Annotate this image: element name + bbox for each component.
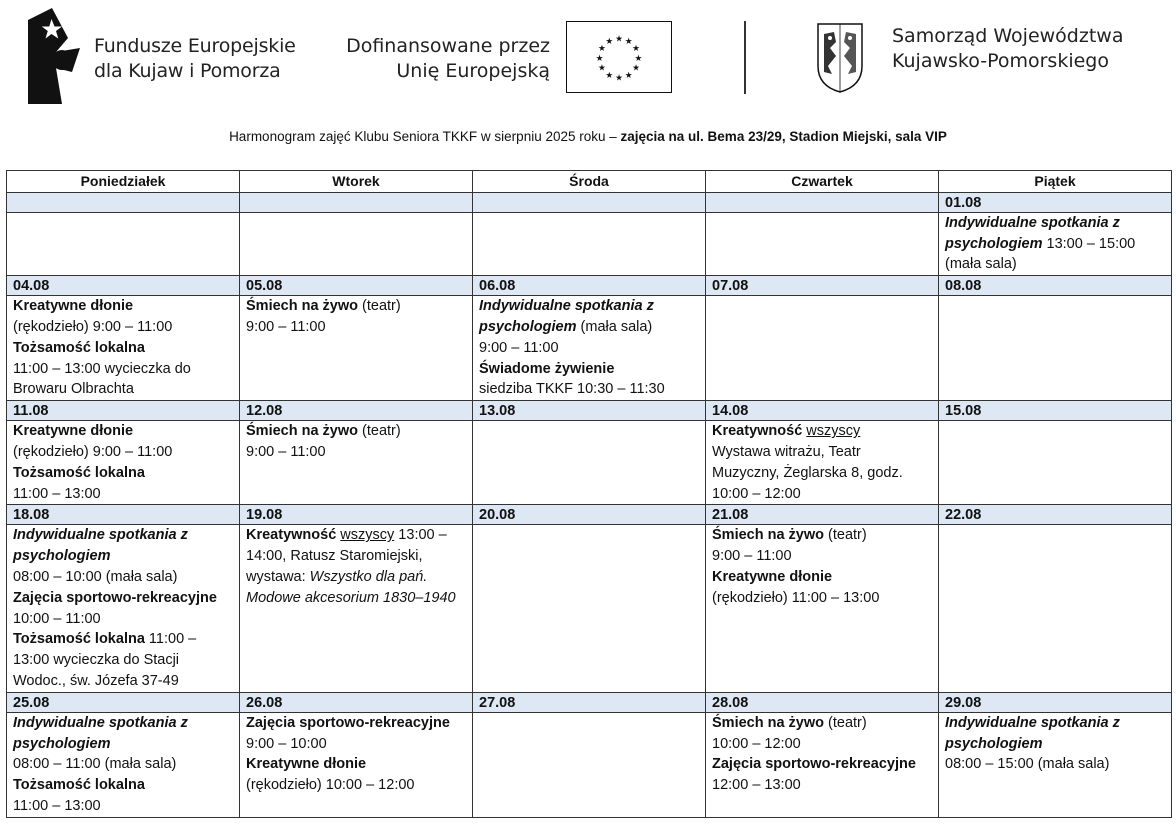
activity-tozsamosc: Tożsamość lokalna <box>13 631 145 648</box>
activity-row <box>7 525 1172 692</box>
activity-cell <box>7 525 240 692</box>
sw-line1: Samorząd Województwa <box>892 25 1124 47</box>
activity-time: 10:00 – 12:00 <box>712 735 801 752</box>
activity-cell <box>7 421 240 505</box>
activity-smiech: Śmiech na żywo <box>246 423 359 440</box>
activity-tozsamosc: Tożsamość lokalna <box>13 464 145 481</box>
activity-time: 08:00 – 11:00 (mała sala) <box>13 756 177 773</box>
svg-text:★: ★ <box>605 70 614 81</box>
activity-note: (rękodzieło) <box>712 589 788 606</box>
fe-line1: Fundusze Europejskie <box>94 35 296 57</box>
eu-line1: Dofinansowane przez <box>346 35 550 57</box>
activity-note: (rękodzieło) <box>13 318 89 335</box>
eu-line2: Unię Europejską <box>396 60 550 82</box>
activity-cell <box>939 296 1172 401</box>
activity-kreatywnosc: Kreatywność <box>246 527 337 544</box>
fundusze-europejskie-text <box>94 34 296 84</box>
activity-time: 11:00 – 13:00 <box>13 485 101 502</box>
activity-time: 12:00 – 13:00 <box>712 777 801 794</box>
activity-time: 10:00 – 11:00 <box>13 610 101 627</box>
activity-cell <box>473 525 706 692</box>
fundusze-europejskie-logo <box>28 8 80 104</box>
activity-psych: Indywidualne spotkania z psychologiem <box>945 214 1120 252</box>
activity-note: (rękodzieło) <box>13 443 89 460</box>
date-row <box>7 192 1172 212</box>
day-header-row <box>7 171 1172 193</box>
activity-row <box>7 421 1172 505</box>
activity-smiech: Śmiech na żywo <box>246 298 359 315</box>
activity-time: 11:00 – 13:00 wycieczka do Browaru Olbrachta <box>13 360 191 398</box>
date-cell: 29.08 <box>939 692 1172 712</box>
date-cell: 01.08 <box>939 192 1172 212</box>
activity-kreatywnosc: Kreatywność <box>712 423 803 440</box>
activity-time: 13:00 – 15:00 <box>1042 235 1136 252</box>
eu-funding-text <box>344 34 550 84</box>
activity-sport: Zajęcia sportowo-rekreacyjne <box>13 589 217 606</box>
svg-text:★: ★ <box>624 36 633 47</box>
activity-row <box>7 296 1172 401</box>
activity-sport: Zajęcia sportowo-rekreacyjne <box>246 714 450 731</box>
activity-cell <box>473 712 706 817</box>
date-cell <box>473 192 706 212</box>
activity-desc: Wystawa witrażu, Teatr Muzyczny, Żeglarska 8, godz. 10:00 – 12:00 <box>712 443 903 502</box>
date-cell: 15.08 <box>939 401 1172 421</box>
activity-cell <box>706 525 939 692</box>
activity-cell <box>7 296 240 401</box>
svg-text:★: ★ <box>605 36 614 47</box>
activity-desc: 13:00 – 14:00, Ratusz Staromiejski, wystawa: <box>246 527 447 585</box>
activity-tozsamosc: Tożsamość lokalna <box>13 777 145 794</box>
activity-cell <box>473 296 706 401</box>
activity-kreatywne-dlonie: Kreatywne dłonie <box>13 298 134 315</box>
activity-note: (rękodzieło) <box>246 777 322 794</box>
fe-line2: dla Kujaw i Pomorza <box>94 60 281 82</box>
svg-text:★: ★ <box>615 34 623 45</box>
svg-text:★: ★ <box>615 73 623 84</box>
activity-swiadome-zywienie: Świadome żywienie <box>479 360 615 377</box>
day-header: Piątek <box>939 171 1172 193</box>
samorzad-text <box>892 24 1123 74</box>
activity-cell <box>939 712 1172 817</box>
date-row <box>7 692 1172 712</box>
activity-psych: Indywidualne spotkania z psychologiem <box>13 527 188 565</box>
date-cell: 13.08 <box>473 401 706 421</box>
svg-text:★: ★ <box>632 63 640 74</box>
activity-time: siedziba TKKF 10:30 – 11:30 <box>479 381 665 398</box>
header-divider <box>744 21 746 94</box>
eu-flag-icon <box>566 21 672 93</box>
activity-psych: Indywidualne spotkania z psychologiem <box>13 714 188 752</box>
schedule-table <box>6 170 1172 818</box>
activity-cell <box>939 421 1172 505</box>
svg-text:★: ★ <box>624 70 633 81</box>
activity-cell <box>473 421 706 505</box>
activity-psych: Indywidualne spotkania z psychologiem <box>945 714 1120 752</box>
date-row <box>7 401 1172 421</box>
activity-cell <box>240 212 473 275</box>
date-cell: 04.08 <box>7 276 240 296</box>
activity-note: (teatr) <box>828 714 867 731</box>
date-cell: 06.08 <box>473 276 706 296</box>
activity-time: 11:00 – 13:00 <box>787 589 880 606</box>
activity-note: (teatr) <box>362 298 401 315</box>
activity-audience: wszyscy <box>806 423 861 440</box>
date-cell: 08.08 <box>939 276 1172 296</box>
voivodeship-crest-icon <box>816 22 864 94</box>
activity-exhibition-title: Wszystko dla pań. Modowe akcesorium 1830–1940 <box>246 568 456 606</box>
activity-time: 9:00 – 11:00 <box>88 443 173 460</box>
date-row <box>7 505 1172 525</box>
activity-time: 9:00 – 11:00 <box>479 339 559 356</box>
activity-cell <box>240 421 473 505</box>
sw-line2: Kujawsko-Pomorskiego <box>892 50 1109 72</box>
date-cell: 25.08 <box>7 692 240 712</box>
activity-note: (teatr) <box>828 527 867 544</box>
date-cell <box>240 192 473 212</box>
activity-kreatywne-dlonie: Kreatywne dłonie <box>246 756 367 773</box>
svg-text:★: ★ <box>598 63 606 74</box>
activity-kreatywne-dlonie: Kreatywne dłonie <box>13 423 134 440</box>
activity-time: 9:00 – 11:00 <box>712 548 792 565</box>
date-cell: 28.08 <box>706 692 939 712</box>
date-cell: 14.08 <box>706 401 939 421</box>
activity-kreatywne-dlonie: Kreatywne dłonie <box>712 568 833 585</box>
activity-cell <box>706 212 939 275</box>
header <box>0 0 1176 112</box>
activity-time: 9:00 – 11:00 <box>246 443 326 460</box>
date-cell: 05.08 <box>240 276 473 296</box>
date-cell: 26.08 <box>240 692 473 712</box>
activity-cell <box>7 712 240 817</box>
activity-cell <box>240 296 473 401</box>
title-bold: zajęcia na ul. Bema 23/29, Stadion Miejski, sala VIP <box>620 129 947 144</box>
date-cell <box>706 192 939 212</box>
activity-time: 08:00 – 15:00 (mała sala) <box>945 756 1110 773</box>
activity-psych: Indywidualne spotkania z psychologiem <box>479 298 654 335</box>
date-cell: 18.08 <box>7 505 240 525</box>
activity-row <box>7 712 1172 817</box>
date-cell: 27.08 <box>473 692 706 712</box>
day-header: Środa <box>473 171 706 193</box>
activity-time: 08:00 – 10:00 (mała sala) <box>13 568 178 585</box>
day-header: Wtorek <box>240 171 473 193</box>
activity-cell <box>7 212 240 275</box>
activity-cell <box>473 212 706 275</box>
activity-cell <box>939 212 1172 275</box>
activity-sport: Zajęcia sportowo-rekreacyjne <box>712 756 916 773</box>
document-title <box>0 129 1176 144</box>
activity-tozsamosc: Tożsamość lokalna <box>13 339 145 356</box>
activity-cell <box>706 712 939 817</box>
activity-cell <box>240 712 473 817</box>
day-header: Czwartek <box>706 171 939 193</box>
activity-smiech: Śmiech na żywo <box>712 527 825 544</box>
activity-time: 11:00 – 13:00 wycieczka do Stacji Wodoc., św. Józefa 37-49 <box>13 631 197 689</box>
date-cell: 22.08 <box>939 505 1172 525</box>
activity-time: 11:00 – 13:00 <box>13 797 101 814</box>
activity-audience: wszyscy <box>340 527 395 544</box>
date-cell: 19.08 <box>240 505 473 525</box>
activity-cell <box>939 525 1172 692</box>
activity-room: (mała sala) <box>580 318 653 335</box>
activity-cell <box>706 421 939 505</box>
activity-smiech: Śmiech na żywo <box>712 714 825 731</box>
svg-text:★: ★ <box>634 53 643 64</box>
date-row <box>7 276 1172 296</box>
activity-time: 9:00 – 11:00 <box>246 318 326 335</box>
day-header: Poniedziałek <box>7 171 240 193</box>
svg-text:★: ★ <box>632 44 640 55</box>
activity-note: (teatr) <box>362 423 401 440</box>
date-cell: 12.08 <box>240 401 473 421</box>
activity-row <box>7 212 1172 275</box>
date-cell: 20.08 <box>473 505 706 525</box>
date-cell: 11.08 <box>7 401 240 421</box>
activity-cell <box>706 296 939 401</box>
title-normal: Harmonogram zajęć Klubu Seniora TKKF w sierpniu 2025 roku – <box>229 129 621 144</box>
svg-text:★: ★ <box>595 53 604 64</box>
activity-time: 10:00 – 12:00 <box>321 777 415 794</box>
date-cell: 21.08 <box>706 505 939 525</box>
date-cell: 07.08 <box>706 276 939 296</box>
activity-time: 9:00 – 10:00 <box>246 735 327 752</box>
activity-cell <box>240 525 473 692</box>
activity-room: (mała sala) <box>945 256 1017 273</box>
svg-text:★: ★ <box>598 44 606 55</box>
activity-time: 9:00 – 11:00 <box>88 318 173 335</box>
date-cell <box>7 192 240 212</box>
